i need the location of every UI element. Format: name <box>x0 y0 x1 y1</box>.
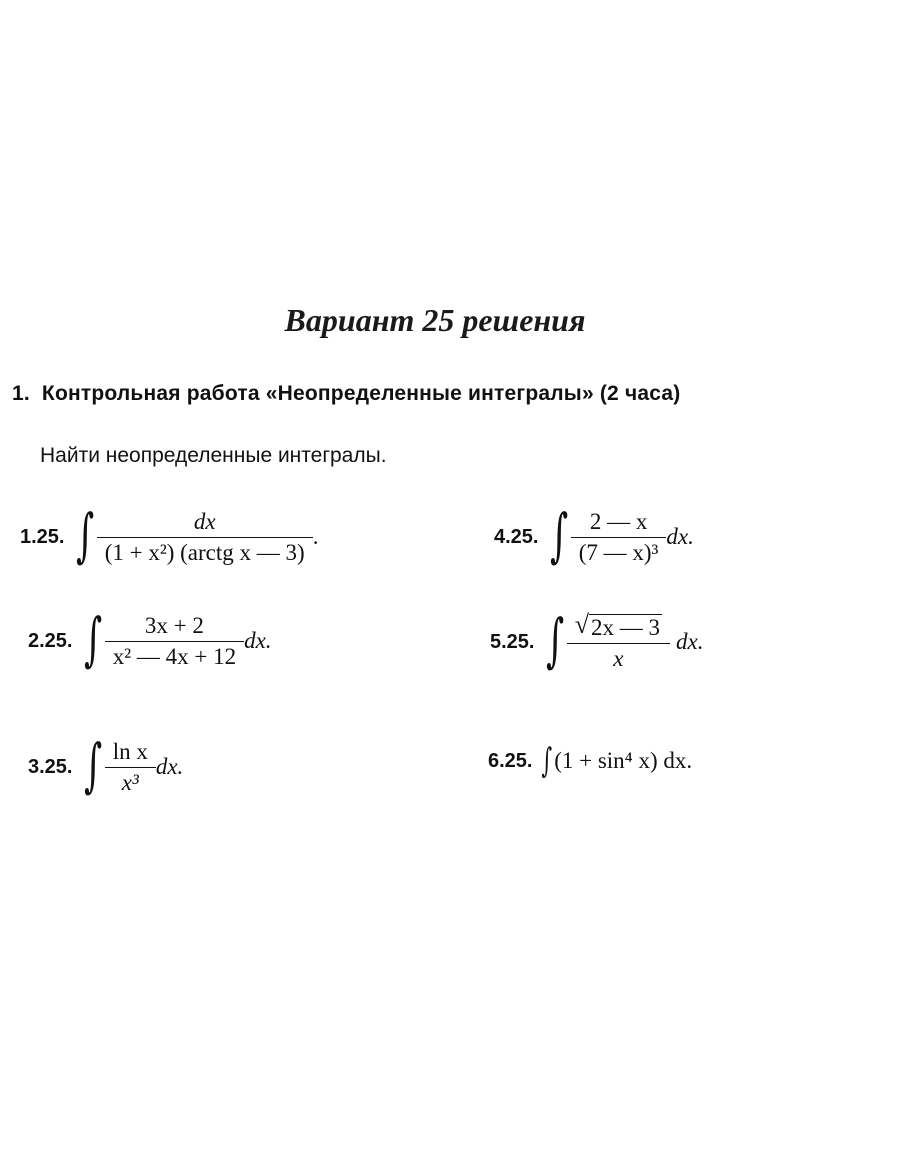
integral-sign: ∫ <box>550 501 569 569</box>
fraction <box>109 739 152 796</box>
fraction <box>575 509 663 566</box>
fraction-denominator: x <box>613 646 624 671</box>
expression-tail: dx. <box>666 524 694 549</box>
problem-3-25 <box>28 731 184 799</box>
fraction <box>101 509 309 566</box>
problem-6-25 <box>488 741 693 781</box>
problem-1-25 <box>20 501 319 569</box>
problem-number: 1.25. <box>20 525 65 548</box>
integral-sign: ∫ <box>76 501 95 569</box>
expression-tail: dx. <box>244 628 272 653</box>
problem-number: 4.25. <box>494 525 539 548</box>
integral-sign: ∫ <box>542 741 553 781</box>
problem-number: 5.25. <box>490 630 535 653</box>
fraction-denominator: x³ <box>121 769 139 795</box>
fraction <box>109 613 240 670</box>
problem-5-25 <box>490 606 704 674</box>
problem-number: 6.25. <box>488 749 533 772</box>
expression-tail: . <box>312 524 319 549</box>
integral-sign: ∫ <box>546 606 565 674</box>
section-heading-text: Контрольная работа «Неопределенные интегралы» (2 часа) <box>41 382 681 405</box>
problem-4-25 <box>494 501 694 569</box>
integral-sign: ∫ <box>84 605 103 673</box>
expression-tail: dx. <box>675 629 704 654</box>
problem-2-25 <box>28 605 272 673</box>
fraction-numerator: dx <box>97 509 313 538</box>
fraction-denominator: x² — 4x + 12 <box>112 643 237 669</box>
expression-tail: dx. <box>155 754 184 779</box>
fraction-numerator: 3x + 2 <box>105 613 244 642</box>
radicand: 2x — 3 <box>590 615 660 640</box>
problem-number: 2.25. <box>28 629 73 652</box>
fraction-numerator: ln x <box>105 739 156 768</box>
fraction-denominator: (1 + x²) (arctg x — 3) <box>104 539 305 565</box>
page-title: Вариант 25 решения <box>284 302 586 338</box>
problem-number: 3.25. <box>28 755 73 778</box>
fraction-denominator: (7 — x)³ <box>578 539 659 565</box>
fraction-numerator: 2 — x <box>571 509 667 538</box>
instruction-text: Найти неопределенные интегралы. <box>40 444 387 467</box>
square-root <box>575 612 662 641</box>
fraction-numerator <box>567 612 670 644</box>
integral-sign: ∫ <box>84 731 103 799</box>
inline-expression: (1 + sin⁴ x) dx. <box>554 748 693 773</box>
fraction <box>571 612 666 672</box>
section-heading <box>12 382 680 406</box>
radical-sign: √ <box>574 610 589 639</box>
section-number: 1. <box>12 382 30 405</box>
